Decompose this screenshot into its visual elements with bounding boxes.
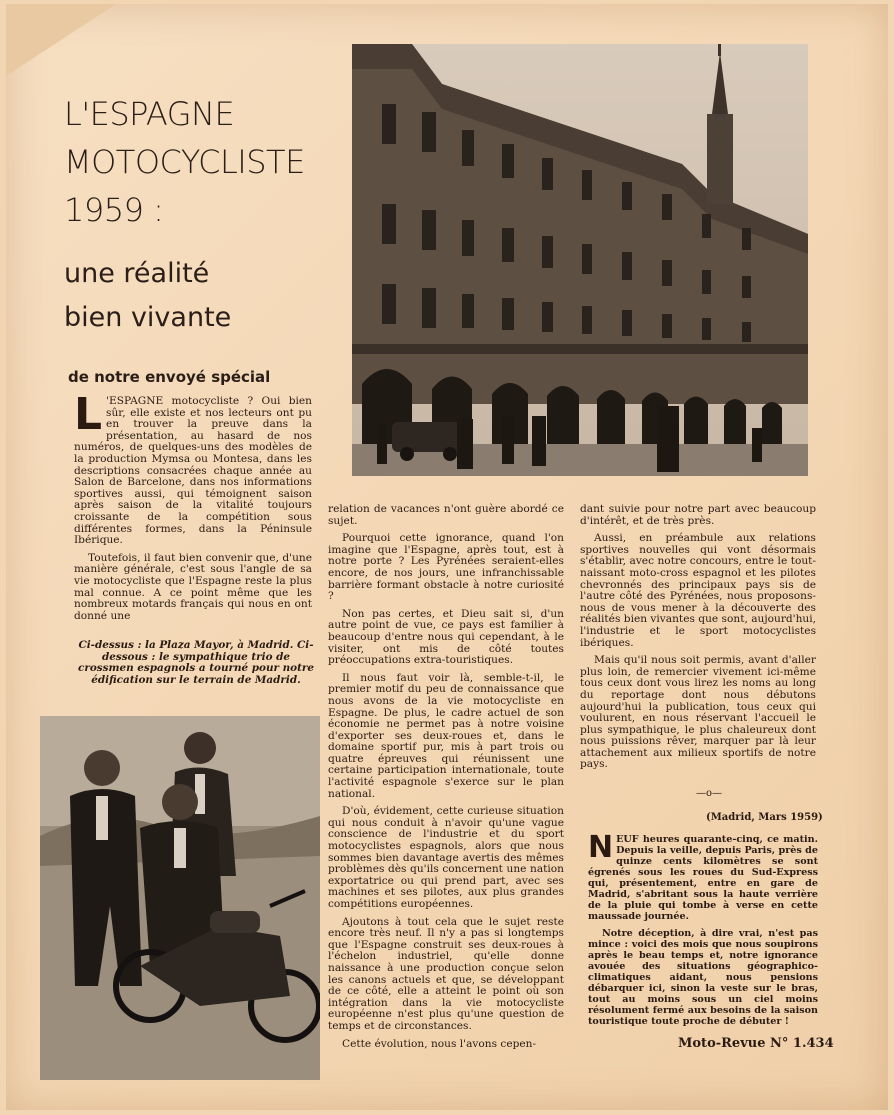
folded-corner [6, 4, 116, 76]
magazine-page [6, 4, 888, 1110]
column-2-paragraph-1: relation de vacances n'ont guère abordé ce sujet. [328, 503, 564, 527]
dateline: (Madrid, Mars 1959) [706, 812, 823, 823]
column-2-paragraph-6: Ajoutons à tout cela que le sujet reste encore très neuf. Il n'y a pas si longtemps que l'Espagne construit ses deux-roues à l'échelon industriel, qu'elle donne naissance à une production conçue selon les canons actuels et que, se développant de ce côté, elle a atteint le point où son intégration dans la vie motocycliste européenne n'est plus qu'une question de temps et de circonstances. [328, 915, 564, 1032]
byline: de notre envoyé spécial [68, 368, 271, 386]
article-subtitle [64, 252, 231, 340]
subtitle-line-2: bien vivante [64, 302, 232, 333]
column-2-paragraph-2: Pourquoi cette ignorance, quand l'on imagine que l'Espagne, après tout, est à notre porte ? Les Pyrénées seraient-elles encore, de nos jours, une infranchissable barrière formant obstacle à notre curiosité ? [328, 532, 564, 603]
column-2-paragraph-5: D'où, évidement, cette curieuse situation qui nous conduit à n'avoir qu'une vague conscience de l'industrie et du sport motocyclistes espagnols, alors que nous sommes bien davantage avertis des mêmes problèmes dès qu'ils concernent une nation exportatrice ou qui prend part, avec ses machines et ses pilotes, aux plus grandes compétitions européennes. [328, 805, 564, 910]
column-3b-paragraph-1-text: EUF heures quarante-cinq, ce matin. Depuis la veille, depuis Paris, près de quinze cents kilomètres se sont égrenés sous les roues du Sud-Express qui, présentement, entre en gare de Madrid, s'abritant sous la haute verrière de la pluie qui tombe à verse en cette maussade journée. [588, 834, 818, 922]
article-title [64, 90, 305, 234]
title-line-2: MOTOCYCLISTE [64, 143, 305, 181]
column-3b-paragraph-1 [588, 830, 818, 922]
plaza-mayor-photo [352, 44, 808, 476]
column-1-paragraph-1 [74, 389, 312, 547]
crossmen-trio-photo [40, 716, 320, 1080]
photo-caption: Ci-dessus : la Plaza Mayor, à Madrid. Ci-dessous : le sympathique trio de crossmen espagnols a tourné pour notre édification sur le terrain de Madrid. [78, 639, 314, 686]
article-column-3 [580, 504, 816, 777]
subtitle-line-1: une réalité [64, 258, 210, 289]
drop-cap-n: N [588, 830, 614, 865]
title-line-1: L'ESPAGNE [64, 95, 235, 133]
column-3-paragraph-1: dant suivie pour notre part avec beaucoup d'intérêt, et de très près. [580, 503, 816, 527]
article-column-3-lower [588, 830, 818, 1033]
column-2-paragraph-7: Cette évolution, nous l'avons cepen- [342, 1037, 537, 1050]
magazine-footer: Moto-Revue N° 1.434 [678, 1036, 834, 1051]
column-3-paragraph-3: Mais qu'il nous soit permis, avant d'aller plus loin, de remercier vivement ici-même tous ceux dont vous lirez les noms au long du reportage dont nous débutons aujourd'hui la publication, tous ceux qui voulurent, en nous réservant l'accueil le plus sympathique, le plus chaleureux dont nous puissions rêver, marquer par là leur attachement aux milieux sportifs de notre pays. [580, 654, 816, 771]
column-3b-paragraph-2: Notre déception, à dire vrai, n'est pas mince : voici des mois que nous soupirons après le beau temps et, notre ignorance avouée des situations géographico-climatiques aidant, nous pensions débarquer ici, sinon la veste sur le bras, tout au moins sous un ciel moins résolument fermé aux besoins de la saison touristique toute proche de débuter ! [588, 928, 818, 1027]
column-1-paragraph-2: Toutefois, il faut bien convenir que, d'une manière générale, c'est sous l'angle de sa vie motocycliste que l'Espagne reste la plus mal connue. A ce point même que les nombreux motards français qui nous en ont donné une [74, 551, 312, 622]
drop-cap-l: L [74, 389, 103, 440]
column-2-paragraph-3: Non pas certes, et Dieu sait si, d'un autre point de vue, ce pays est familier à beaucoup d'entre nous qui cependant, à le visiter, ont mis de côté toutes préoccupations extra-touristiques. [328, 607, 564, 667]
section-separator: —o— [696, 788, 723, 799]
article-column-2 [328, 504, 564, 1056]
column-3-paragraph-2: Aussi, en préambule aux relations sportives nouvelles qui vont désormais s'établir, avec notre concours, entre le tout-naissant moto-cross espagnol et les pilotes chevronnés des principaux pays sis de l'autre côté des Pyrénées, nous proposons-nous de vous mener à la découverte des réalités bien vivantes que sont, aujourd'hui, l'industrie et le sport motocyclistes ibériques. [580, 532, 816, 649]
article-column-1 [74, 389, 312, 628]
column-1-paragraph-1-text: 'ESPAGNE motocycliste ? Oui bien sûr, elle existe et nos lecteurs ont pu en trouver la preuve dans la présentation, au hasard de nos numéros, de quelques-uns des modèles de la production Mymsa ou Montesa, dans les descriptions consacrées chaque année au Salon de Barcelone, dans nos informations sportives aussi, qui témoignent saison après saison de la vitalité toujours croissante de la compétition sous différentes formes, dans la Péninsule Ibérique. [74, 395, 312, 547]
column-2-paragraph-4: Il nous faut voir là, semble-t-il, le premier motif du peu de connaissance que nous avons de la vie motocycliste en Espagne. De plus, le cadre actuel de son économie ne permet pas à notre voisine d'exporter ses deux-roues et, dans le domaine sportif pur, mis à part trois ou quatre épreuves qui réunissent une certaine participation internationale, toute l'activité espagnole s'exerce sur le plan national. [328, 671, 564, 800]
title-line-3: 1959 : [64, 191, 164, 229]
